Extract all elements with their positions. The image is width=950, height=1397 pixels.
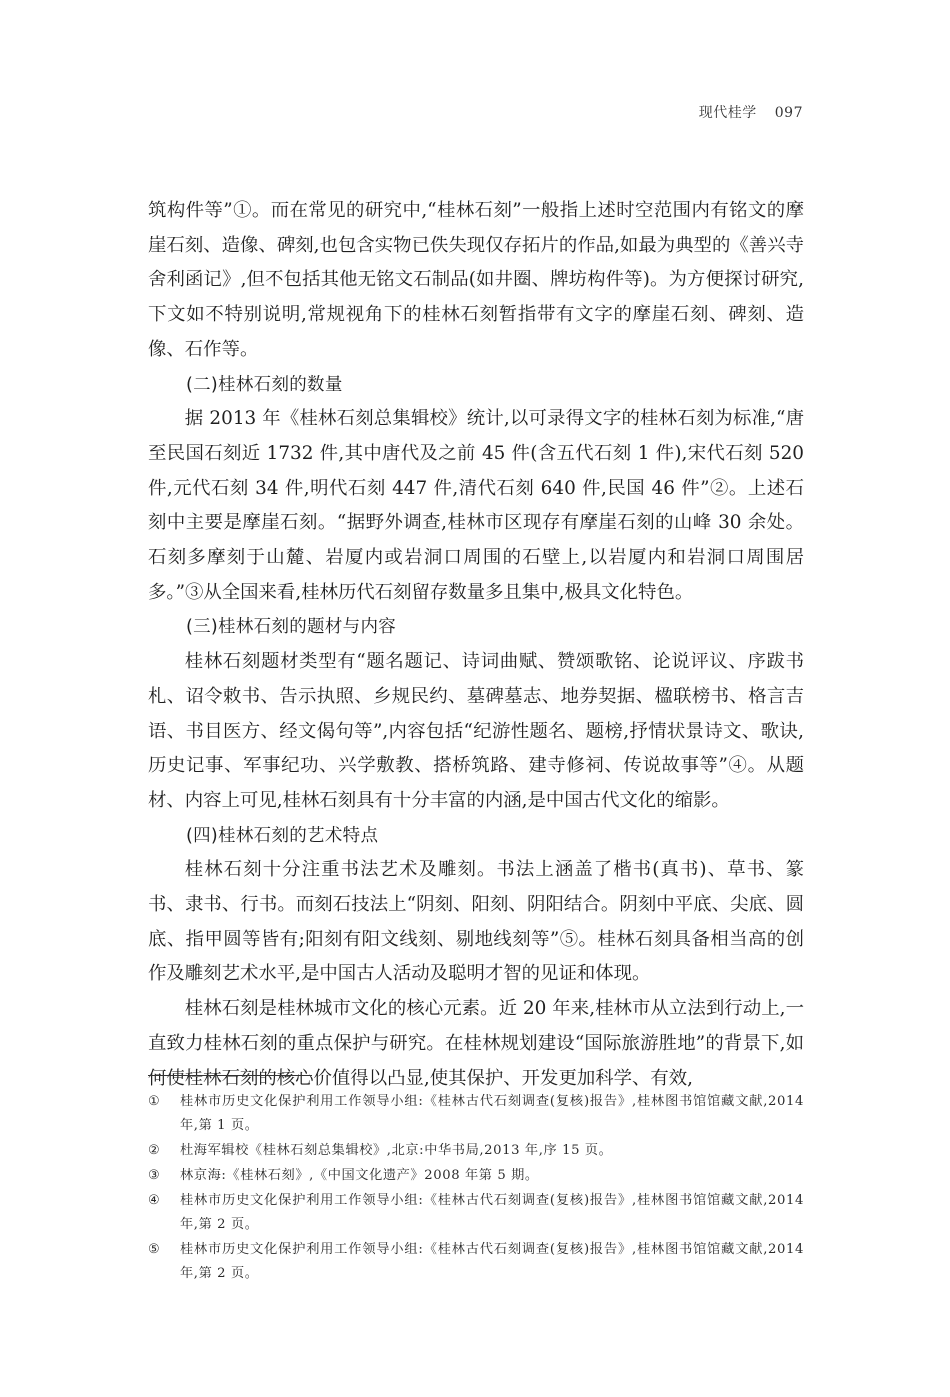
paragraph-continued: 筑构件等”①。而在常见的研究中,“桂林石刻”一般指上述时空范围内有铭文的摩崖石刻、造像、碑刻,也包含实物已佚失现仅存拓片的作品,如最为典型的《善兴寺舍利函记》,但不包括其他无铭文石制品(如井圈、牌坊构件等)。为方便探讨研究,下文如不特别说明,常规视角下的桂林石刻暂指带有文字的摩崖石刻、碑刻、造像、石作等。: [148, 200, 804, 360]
journal-title: 现代桂学: [698, 105, 757, 121]
paragraph-core-value: 桂林石刻是桂林城市文化的核心元素。近 20 年来,桂林市从立法到行动上,一直致力桂林石刻的重点保护与研究。在桂林规划建设“国际旅游胜地”的背景下,如何使桂林石刻的核心价值得以凸显,使其保护、开发更加科学、有效,: [148, 998, 804, 1089]
page-number: 097: [774, 105, 803, 121]
footnote-text: 林京海:《桂林石刻》,《中国文化遗产》2008 年第 5 期。: [180, 1168, 539, 1183]
footnote-text: 杜海军辑校《桂林石刻总集辑校》,北京:中华书局,2013 年,序 15 页。: [180, 1143, 613, 1158]
footnote-mark: ⑤: [148, 1242, 160, 1257]
footnote-item: [148, 1189, 804, 1237]
section-heading-quantity: (二)桂林石刻的数量: [186, 374, 343, 395]
footnote-divider: [148, 1075, 312, 1076]
footnote-mark: ①: [148, 1094, 160, 1109]
footnote-mark: ④: [148, 1193, 160, 1208]
paragraph-art: 桂林石刻十分注重书法艺术及雕刻。书法上涵盖了楷书(真书)、草书、篆书、隶书、行书。而刻石技法上“阴刻、阳刻、阴阳结合。阴刻中平底、尖底、圆底、指甲圆等皆有;阳刻有阳文线刻、剔地线刻等”⑤。桂林石刻具备相当高的创作及雕刻艺术水平,是中国古人活动及聪明才智的见证和体现。: [148, 859, 804, 985]
footnotes: [148, 1090, 804, 1287]
footnote-text: 桂林市历史文化保护利用工作领导小组:《桂林古代石刻调查(复核)报告》,桂林图书馆馆藏文献,2014 年,第 2 页。: [180, 1193, 804, 1232]
footnote-text: 桂林市历史文化保护利用工作领导小组:《桂林古代石刻调查(复核)报告》,桂林图书馆馆藏文献,2014 年,第 1 页。: [180, 1094, 804, 1133]
section-heading-art: (四)桂林石刻的艺术特点: [186, 825, 379, 846]
running-header: [681, 102, 803, 122]
footnote-item: [148, 1090, 804, 1138]
footnote-item: [148, 1238, 804, 1286]
footnote-mark: ②: [148, 1143, 160, 1158]
footnote-item: [148, 1139, 804, 1163]
paragraph-themes: 桂林石刻题材类型有“题名题记、诗词曲赋、赞颂歌铭、论说评议、序跋书札、诏令敕书、告示执照、乡规民约、墓碑墓志、地券契据、楹联榜书、格言吉语、书目医方、经文偈句等”,内容包括“纪游性题名、题榜,抒情状景诗文、歌诀,历史记事、军事纪功、兴学敷教、搭桥筑路、建寺修祠、传说故事等”④。从题材、内容上可见,桂林石刻具有十分丰富的内涵,是中国古代文化的缩影。: [148, 651, 804, 811]
body-text: [148, 194, 804, 1096]
footnote-text: 桂林市历史文化保护利用工作领导小组:《桂林古代石刻调查(复核)报告》,桂林图书馆馆藏文献,2014 年,第 2 页。: [180, 1242, 804, 1281]
footnote-mark: ③: [148, 1168, 160, 1183]
section-heading-themes: (三)桂林石刻的题材与内容: [186, 617, 397, 638]
paragraph-quantity: 据 2013 年《桂林石刻总集辑校》统计,以可录得文字的桂林石刻为标准,“唐至民国石刻近 1732 件,其中唐代及之前 45 件(含五代石刻 1 件),宋代石刻 520 件,元代石刻 34 件,明代石刻 447 件,清代石刻 640 件,民国 46 件”②。上述石刻中主要是摩崖石刻。“据野外调查,桂林市区现存有摩崖石刻的山峰 30 余处。石刻多摩刻于山麓、岩厦内或岩洞口周围的石壁上,以岩厦内和岩洞口周围居多。”③从全国来看,桂林历代石刻留存数量多且集中,极具文化特色。: [148, 408, 804, 603]
footnote-item: [148, 1164, 804, 1188]
